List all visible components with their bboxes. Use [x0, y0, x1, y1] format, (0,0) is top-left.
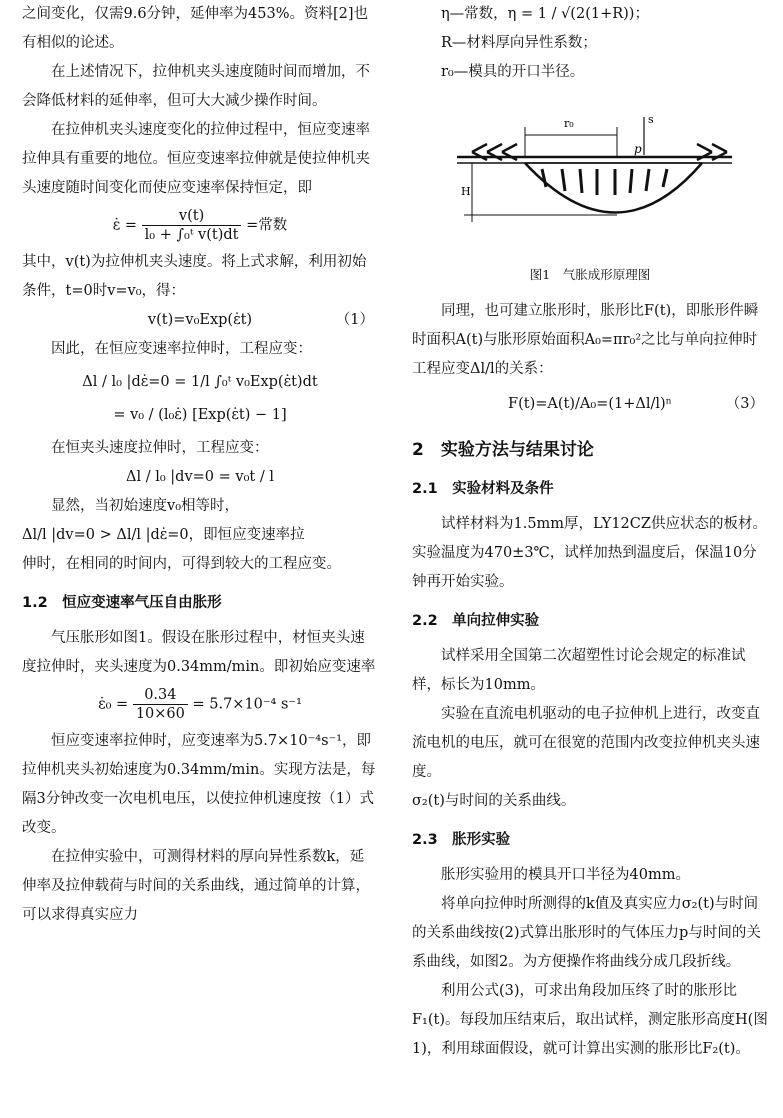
equation-strain-a1: Δl / l₀ |dε̇=0 = 1/l ∫₀ᵗ v₀Exp(ε̇t)dt [82, 374, 318, 390]
paragraph: 其中，v(t)为拉伸机夹头速度。将上式求解，利用初始条件，t=0时v=v₀，得： [22, 254, 367, 299]
equation-body: Δl/l |dv=0 > Δl/l |dε̇=0 [22, 527, 189, 543]
paragraph: 显然，当初始速度v₀相等时， [51, 498, 240, 514]
equation-strain-b: Δl / l₀ |dv=0 = v₀t / l [126, 469, 274, 485]
equation-strain-rate [22, 207, 378, 244]
equation-compare [22, 521, 378, 550]
paragraph: 在上述情况下，拉伸机夹头速度随时间而增加，不会降低材料的延伸率，但可大大减少操作时间。 [22, 64, 370, 109]
equation-number: （1） [335, 312, 374, 328]
bulge-forming-diagram [412, 97, 768, 247]
equation-body: v(t)=v₀Exp(ε̇t) [147, 312, 253, 328]
denominator: l₀ + ∫₀ᵗ v(t)dt [144, 227, 239, 243]
paragraph: 气压胀形如图1。假设在胀形过程中，材恒夹头速度拉伸时，夹头速度为0.34mm/min。即初始应变速率 [22, 630, 376, 675]
paragraph: 在拉伸机夹头速度变化的拉伸过程中，恒应变速率拉伸具有重要的地位。恒应变速率拉伸就是使拉伸机夹头速度随时间变化而使应变速率保持恒定，即 [22, 122, 370, 196]
denominator: 10×60 [135, 706, 185, 722]
equation-3 [412, 390, 768, 419]
paragraph: 之间变化，仅需9.6分钟，延伸率为453%。资料[2]也有相似的论述。 [22, 6, 369, 51]
label-H: H [461, 185, 471, 198]
definition-eta: η—常数，η = 1 / √(2(1+R))； [441, 6, 649, 22]
paragraph: 将单向拉伸时所测得的k值及真实应力σ₂(t)与时间的关系曲线按(2)式算出胀形时的气体压力p与时间的关系曲线，如图2。为方便操作将曲线分成几段折线。 [412, 896, 761, 970]
paragraph: 利用公式(3)，可求出角段加压终了时的胀形比F₁(t)。每段加压结束后，取出试样，测定胀形高度H(图1)，利用球面假设，就可计算出实测的胀形比F₂(t)。 [412, 983, 768, 1057]
equation-tail: ，即恒应变速率拉 [188, 527, 305, 543]
figure-caption: 图1 气胀成形原理图 [529, 267, 651, 282]
right-column [412, 0, 768, 1064]
equation-1 [22, 306, 378, 335]
equation-lhs: ε̇₀ = [98, 696, 129, 713]
label-s: s [648, 113, 654, 126]
fraction [133, 686, 188, 723]
paragraph: 试样材料为1.5mm厚，LY12CZ供应状态的板材。实验温度为470±3℃，试样加热到温度后，保温10分钟再开始实验。 [412, 516, 767, 590]
paragraph: 试样采用全国第二次超塑性讨论会规定的标准试样，标长为10mm。 [412, 648, 746, 693]
paragraph: 同理，也可建立胀形时，胀形比F(t)，即胀形件瞬时面积A(t)与胀形原始面积A₀=πr₀²之比与单向拉伸时工程应变Δl/l的关系： [412, 303, 759, 377]
label-p: p [634, 142, 642, 156]
paragraph: 在拉伸实验中，可测得材料的厚向异性系数k，延伸率及拉伸载荷与时间的关系曲线，通过简单的计算，可以求得真实应力 [22, 849, 370, 923]
paragraph: 恒应变速率拉伸时，应变速率为5.7×10⁻⁴s⁻¹，即拉伸机夹头初始速度为0.34mm/min。实现方法是，每隔3分钟改变一次电机电压，以使拉伸机速度按（1）式改变。 [22, 733, 376, 836]
subsection-heading: 2.1 实验材料及条件 [412, 481, 554, 497]
subsection-heading: 2.2 单向拉伸实验 [412, 613, 540, 629]
left-column [22, 0, 378, 930]
definition-R: R—材料厚向异性系数； [441, 35, 597, 51]
equation-rhs: = 5.7×10⁻⁴ s⁻¹ [192, 696, 302, 713]
subsection-heading: 2.3 胀形实验 [412, 832, 511, 848]
numerator: v(t) [142, 207, 242, 226]
equation-strain-a2: = v₀ / (l₀ε̇) [Exp(ε̇t) − 1] [113, 407, 287, 423]
label-r0: r₀ [564, 117, 574, 130]
paragraph: 胀形实验用的模具开口半径为40mm。 [441, 867, 690, 883]
paragraph: 伸时，在相同的时间内，可得到较大的工程应变。 [22, 556, 341, 572]
definition-r0: r₀—模具的开口半径。 [441, 64, 585, 80]
section-heading: 2 实验方法与结果讨论 [412, 440, 594, 460]
equation-body: F(t)=A(t)/A₀=(1+Δl/l)ⁿ [508, 396, 672, 412]
paragraph: 在恒夹头速度拉伸时，工程应变： [51, 440, 269, 456]
equation-lhs: ε̇ = [112, 217, 138, 234]
paragraph: σ₂(t)与时间的关系曲线。 [412, 793, 576, 809]
section-heading: 1.2 恒应变速率气压自由胀形 [22, 595, 222, 611]
figure-1 [412, 97, 768, 289]
equation-rhs: =常数 [246, 217, 288, 234]
numerator: 0.34 [133, 686, 188, 705]
paragraph: 因此，在恒应变速率拉伸时，工程应变： [51, 341, 312, 357]
equation-number: （3） [725, 396, 764, 412]
fraction [142, 207, 242, 244]
equation-initial-rate [22, 686, 378, 723]
paragraph: 实验在直流电机驱动的电子拉伸机上进行，改变直流电机的电压，就可在很宽的范围内改变拉伸机夹头速度。 [412, 706, 760, 780]
